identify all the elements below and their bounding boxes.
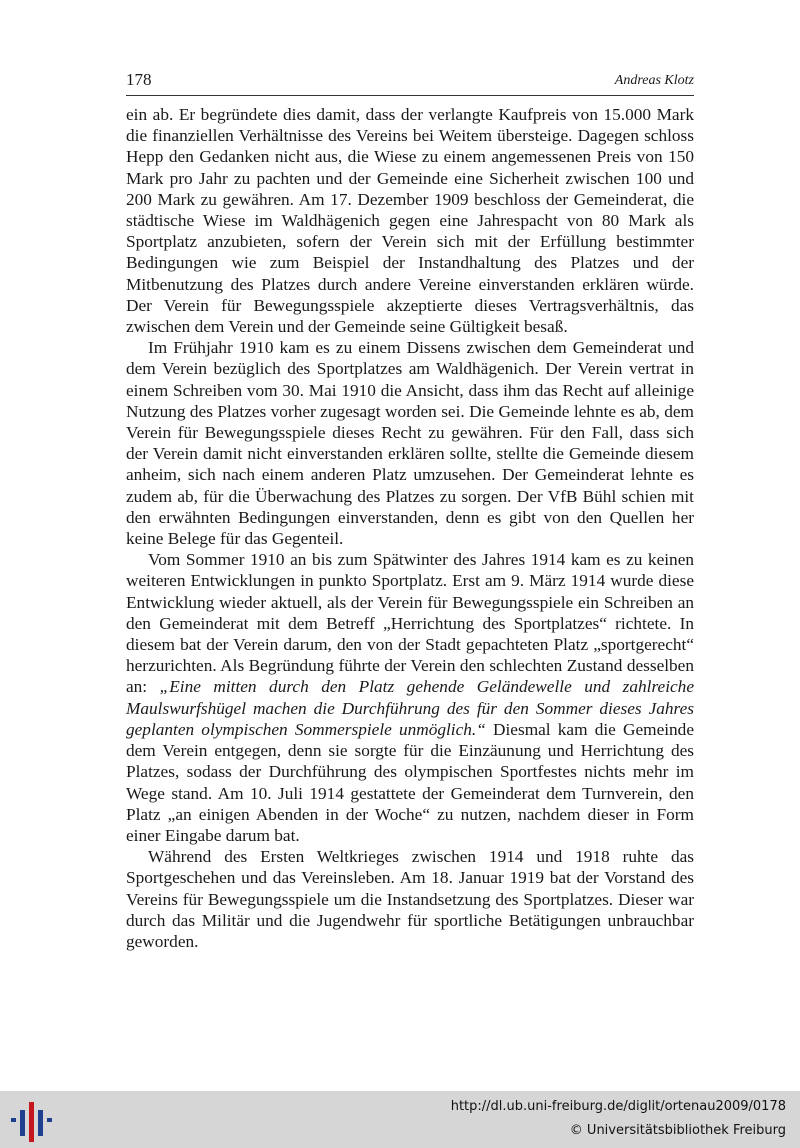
running-header [126, 70, 694, 94]
paragraph-3-text-start: Vom Sommer 1910 an bis zum Spätwinter des Jahres 1914 kam es zu keinen weiteren Entwicklungen in punkto Sportplatz. Erst am 9. März 1914 wurde diese Entwicklung wieder aktuell, als der Verein für Bewegungsspiele ein Schreiben an den Gemeinderat mit dem Betreff „Herrichtung des Sportplatzes“ richtete. In diesem bat der Verein darum, den von der Stadt gepachteten Platz „sportgerecht“ herzurichten. Als Begründung führte der Verein den schlechten Zustand desselben an: [126, 550, 694, 697]
paragraph-3-text-end: Diesmal kam die Gemeinde dem Verein entgegen, denn sie sorgte für die Einzäunung und Herrichtung des Platzes, sodass der Durchführung des olympischen Sportfestes nichts mehr im Wege stand. Am 10. Juli 1914 gestattete der Gemeinderat dem Turnverein, den Platz „an einigen Abenden in der Woche“ zu nutzen, nachdem dieser in Form einer Eingabe darum bat. [126, 719, 694, 845]
running-head-author: Andreas Klotz [614, 73, 694, 88]
italic-quote: „Eine mitten durch den Platz gehende Geländewelle und zahlreiche Maulswurfshügel machen die Durchführung des für den Sommer dieses Jahres geplanten olympischen Sommerspiele unmöglich.“ [126, 677, 694, 739]
source-url-link[interactable]: http://dl.ub.uni-freiburg.de/diglit/ortenau2009/0178 [450, 1099, 786, 1114]
page-number: 178 [126, 70, 152, 89]
paragraph-3 [126, 549, 694, 846]
paragraph-2: Im Frühjahr 1910 kam es zu einem Dissens zwischen dem Gemeinderat und dem Verein bezüglich des Sportplatzes am Waldhägenich. Der Verein vertrat in einem Schreiben vom 30. Mai 1910 die Ansicht, dass ihm das Recht auf alleinige Nutzung des Platzes vorher zugesagt worden sei. Die Gemeinde lehnte es ab, dem Verein für Bewegungsspiele dieses Recht zu gewähren. Für den Fall, dass sich der Verein damit nicht einverstanden erklären sollte, stellte die Gemeinde diesem anheim, sich nach einem anderen Platz umzusehen. Der Gemeinderat lehnte es zudem ab, für die Überwachung des Platzes zu sorgen. Der VfB Bühl schien mit den erwähnten Bedingungen einverstanden, denn es gibt von den Quellen her keine Belege für das Gegenteil. [126, 338, 694, 549]
paragraph-4: Während des Ersten Weltkrieges zwischen 1914 und 1918 ruhte das Sportgeschehen und das Vereinsleben. Am 18. Januar 1919 bat der Vorstand des Vereins für Bewegungsspiele um die Instandsetzung des Sportplatzes. Dieser war durch das Militär und die Jugendwehr für sportliche Betätigungen unbrauchbar geworden. [126, 847, 694, 951]
library-footer [0, 1091, 800, 1148]
copyright-notice: © Universitätsbibliothek Freiburg [569, 1123, 786, 1138]
body-text [126, 104, 694, 952]
header-rule [126, 95, 694, 96]
ub-freiburg-logo-icon [10, 1098, 54, 1144]
paragraph-1: ein ab. Er begründete dies damit, dass der verlangte Kaufpreis von 15.000 Mark die finanziellen Verhältnisse des Vereins bei Weitem übersteige. Dagegen schloss Hepp den Gedanken nicht aus, die Wiese zu einem angemessenen Preis von 150 Mark pro Jahr zu pachten und der Gemeinde eine Sicherheit zwischen 100 und 200 Mark zu gewähren. Am 17. Dezember 1909 beschloss der Gemeinderat, die städtische Wiese im Waldhägenich gegen eine Jahrespacht von 80 Mark als Sportplatz anzubieten, sofern der Verein sich mit der Erfüllung bestimmter Bedingungen wie zum Beispiel der Instandhaltung des Platzes und der Mitbenutzung des Platzes durch andere Vereine einverstanden erklären würde. Der Verein für Bewegungsspiele akzeptierte dieses Vertragsverhältnis, das zwischen dem Verein und der Gemeinde seine Gültigkeit besaß. [126, 105, 694, 337]
